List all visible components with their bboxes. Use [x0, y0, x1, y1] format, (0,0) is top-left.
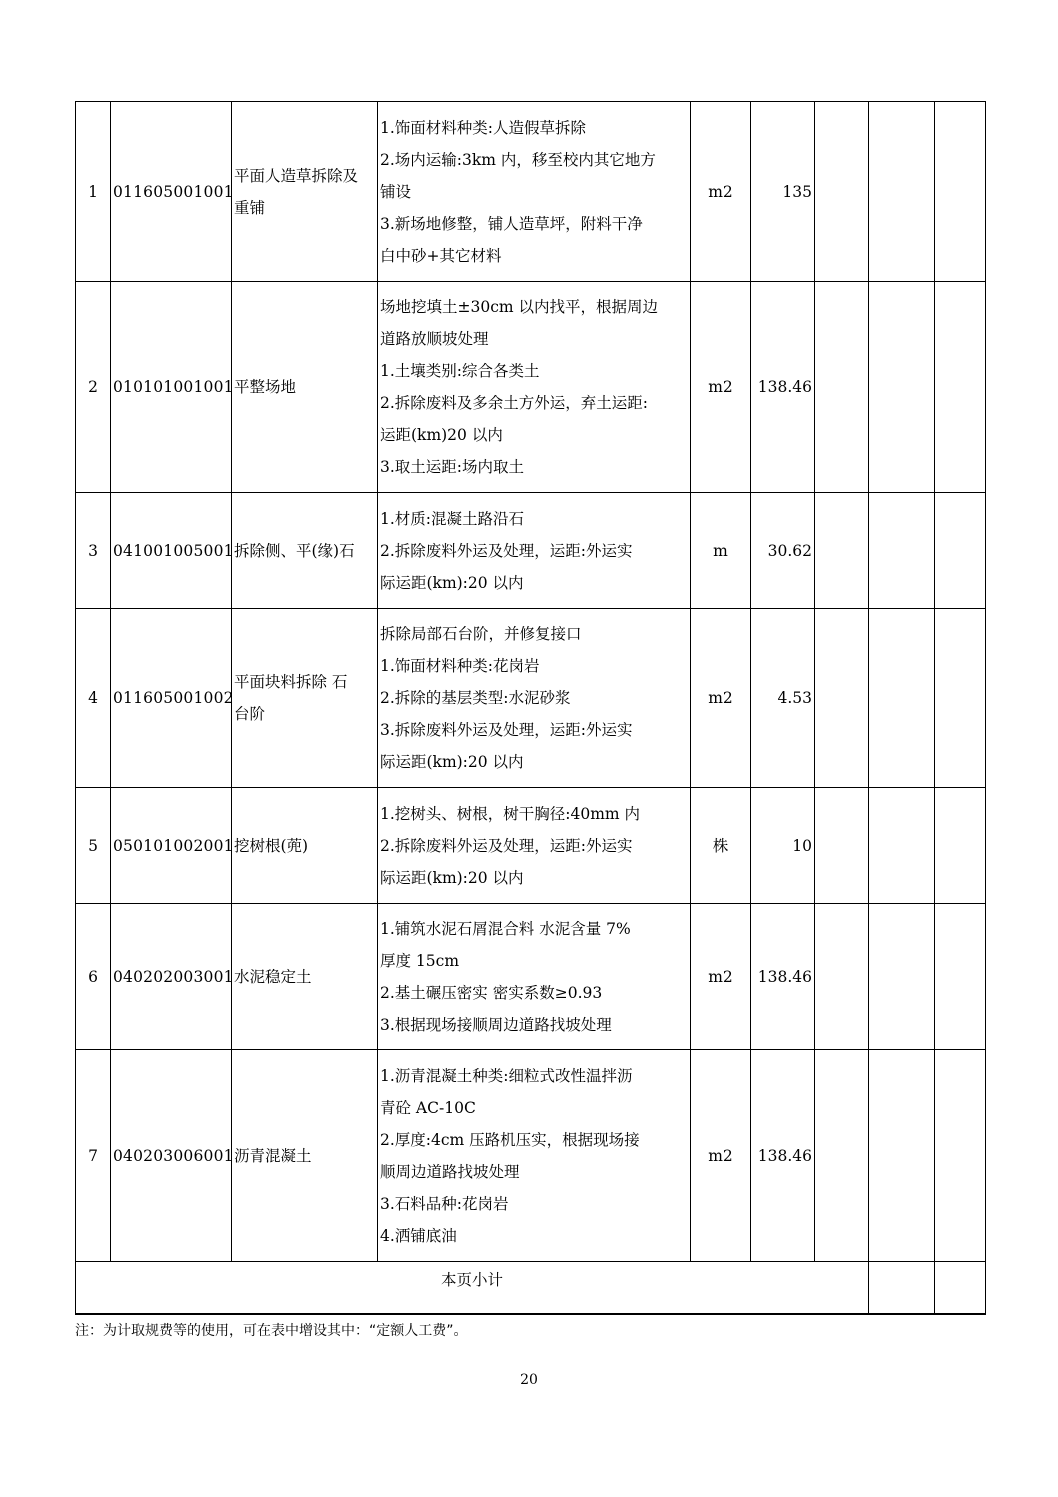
- row-number: 7: [76, 1050, 111, 1262]
- empty-cell: [935, 609, 986, 788]
- row-number: 2: [76, 282, 111, 493]
- row-number: 4: [76, 609, 111, 788]
- quantity: 10: [751, 788, 815, 904]
- description-line: 际运距(km):20 以内: [380, 753, 524, 771]
- unit-of-measure: m2: [691, 102, 751, 282]
- item-description: [378, 788, 691, 904]
- item-name-line: 平面块料拆除 石: [234, 673, 348, 691]
- row-number: 1: [76, 102, 111, 282]
- unit-of-measure: m2: [691, 1050, 751, 1262]
- footnote: 注：为计取规费等的使用，可在表中增设其中：“定额人工费”。: [75, 1323, 468, 1339]
- description-line: 2.拆除废料及多余土方外运，弃土运距:: [380, 394, 649, 412]
- item-name: [232, 282, 378, 493]
- subtotal-cell: [869, 1262, 935, 1314]
- description-line: 2.拆除的基层类型:水泥砂浆: [380, 689, 571, 707]
- item-name-line: 重铺: [234, 198, 266, 217]
- description-line: 道路放顺坡处理: [380, 330, 489, 348]
- unit-of-measure: m2: [691, 282, 751, 493]
- page-number: 20: [520, 1372, 538, 1388]
- table-row: [76, 282, 986, 493]
- quantity: 135: [751, 102, 815, 282]
- table-row: [76, 609, 986, 788]
- description-line: 1.材质:混凝土路沿石: [380, 509, 525, 528]
- quantity: 138.46: [751, 1050, 815, 1262]
- description-line: 2.基土碾压密实 密实系数≥0.93: [380, 983, 603, 1002]
- table-body: [76, 102, 986, 1262]
- description-line: 1.饰面材料种类:花岗岩: [380, 657, 540, 675]
- unit-of-measure: m: [691, 493, 751, 609]
- description-line: 1.沥青混凝土种类:细粒式改性温拌沥: [380, 1066, 633, 1085]
- bill-of-quantities-table: [75, 101, 986, 1315]
- description-line: 运距(km)20 以内: [380, 426, 503, 444]
- empty-cell: [815, 282, 869, 493]
- description-line: 2.拆除废料外运及处理，运距:外运实: [380, 541, 633, 560]
- description-line: 1.土壤类别:综合各类土: [380, 362, 540, 380]
- table-row: [76, 788, 986, 904]
- quantity: 4.53: [751, 609, 815, 788]
- item-description: [378, 282, 691, 493]
- unit-of-measure: m2: [691, 609, 751, 788]
- table-row: [76, 493, 986, 609]
- item-code: 011605001002: [111, 609, 232, 788]
- table-row: [76, 102, 986, 282]
- description-line: 3.新场地修整，铺人造草坪，附料干净: [380, 214, 643, 233]
- item-name-line: 沥青混凝土: [234, 1146, 312, 1165]
- description-line: 2.拆除废料外运及处理，运距:外运实: [380, 836, 633, 855]
- item-description: [378, 609, 691, 788]
- empty-cell: [869, 788, 935, 904]
- item-description: [378, 493, 691, 609]
- subtotal-row: [76, 1262, 986, 1314]
- description-line: 际运距(km):20 以内: [380, 573, 524, 592]
- description-line: 2.厚度:4cm 压路机压实，根据现场接: [380, 1130, 640, 1149]
- empty-cell: [869, 904, 935, 1050]
- empty-cell: [935, 904, 986, 1050]
- item-code: 011605001001: [111, 102, 232, 282]
- item-name: [232, 788, 378, 904]
- item-name-line: 挖树根(蔸): [234, 836, 309, 855]
- empty-cell: [935, 493, 986, 609]
- item-name: [232, 493, 378, 609]
- description-line: 2.场内运输:3km 内，移至校内其它地方: [380, 150, 656, 169]
- empty-cell: [935, 788, 986, 904]
- item-description: [378, 102, 691, 282]
- empty-cell: [869, 609, 935, 788]
- description-line: 铺设: [380, 182, 412, 201]
- description-line: 3.根据现场接顺周边道路找坡处理: [380, 1015, 612, 1034]
- empty-cell: [815, 609, 869, 788]
- description-line: 4.洒铺底油: [380, 1226, 457, 1245]
- unit-of-measure: 株: [691, 788, 751, 904]
- unit-of-measure: m2: [691, 904, 751, 1050]
- empty-cell: [815, 904, 869, 1050]
- item-description: [378, 1050, 691, 1262]
- description-line: 厚度 15cm: [380, 951, 460, 970]
- empty-cell: [869, 102, 935, 282]
- table-row: [76, 904, 986, 1050]
- item-name: [232, 1050, 378, 1262]
- description-line: 1.铺筑水泥石屑混合料 水泥含量 7%: [380, 919, 631, 938]
- item-name-line: 水泥稳定土: [234, 967, 312, 986]
- empty-cell: [815, 493, 869, 609]
- item-code: 050101002001: [111, 788, 232, 904]
- item-code: 010101001001: [111, 282, 232, 493]
- quantity: 138.46: [751, 904, 815, 1050]
- empty-cell: [869, 493, 935, 609]
- row-number: 6: [76, 904, 111, 1050]
- subtotal-cell: [935, 1262, 986, 1314]
- description-line: 1.饰面材料种类:人造假草拆除: [380, 118, 587, 137]
- description-line: 白中砂+其它材料: [380, 246, 502, 265]
- empty-cell: [935, 1050, 986, 1262]
- empty-cell: [815, 102, 869, 282]
- empty-cell: [869, 282, 935, 493]
- item-name-line: 平整场地: [234, 378, 297, 396]
- empty-cell: [815, 788, 869, 904]
- item-name: [232, 609, 378, 788]
- item-code: 041001005001: [111, 493, 232, 609]
- item-name-line: 拆除侧、平(缘)石: [234, 541, 355, 560]
- description-line: 顺周边道路找坡处理: [380, 1162, 520, 1181]
- subtotal-label: 本页小计: [76, 1262, 869, 1314]
- description-line: 场地挖填土±30cm 以内找平，根据周边: [380, 298, 659, 316]
- description-line: 3.石料品种:花岗岩: [380, 1194, 509, 1213]
- item-code: 040202003001: [111, 904, 232, 1050]
- quantity: 138.46: [751, 282, 815, 493]
- empty-cell: [935, 282, 986, 493]
- row-number: 3: [76, 493, 111, 609]
- table-row: [76, 1050, 986, 1262]
- item-description: [378, 904, 691, 1050]
- item-code: 040203006001: [111, 1050, 232, 1262]
- description-line: 际运距(km):20 以内: [380, 868, 524, 887]
- description-line: 3.取土运距:场内取土: [380, 458, 525, 476]
- description-line: 1.挖树头、树根，树干胸径:40mm 内: [380, 804, 641, 823]
- quantity: 30.62: [751, 493, 815, 609]
- description-line: 拆除局部石台阶，并修复接口: [380, 625, 582, 643]
- empty-cell: [935, 102, 986, 282]
- empty-cell: [869, 1050, 935, 1262]
- description-line: 青砼 AC-10C: [380, 1098, 476, 1117]
- empty-cell: [815, 1050, 869, 1262]
- description-line: 3.拆除废料外运及处理，运距:外运实: [380, 721, 633, 739]
- item-name: [232, 904, 378, 1050]
- item-name-line: 平面人造草拆除及: [234, 166, 359, 185]
- item-name: [232, 102, 378, 282]
- item-name-line: 台阶: [234, 705, 266, 723]
- row-number: 5: [76, 788, 111, 904]
